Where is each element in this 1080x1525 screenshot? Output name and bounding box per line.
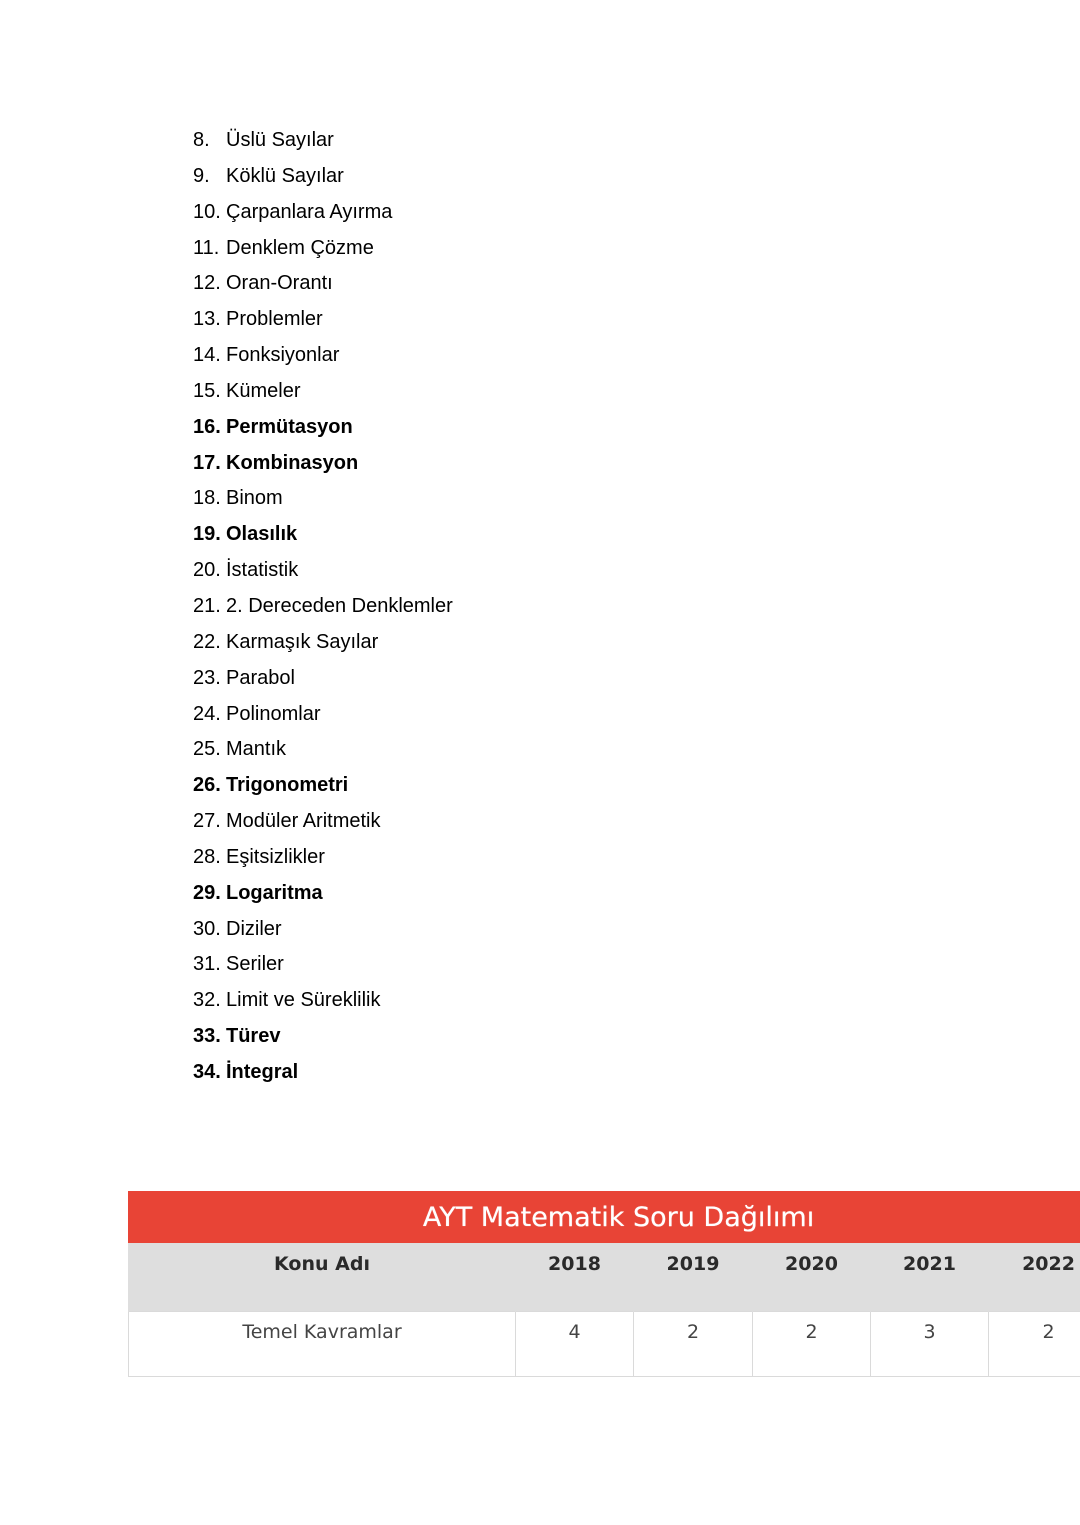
topic-number: 8.	[193, 129, 210, 151]
topic-label: Polinomlar	[226, 702, 321, 725]
topic-number: 13.	[193, 308, 221, 331]
topic-label: İstatistik	[226, 559, 299, 582]
topic-item	[193, 266, 453, 302]
topic-label: Parabol	[226, 666, 295, 689]
topic-item	[193, 374, 453, 410]
topic-list	[193, 123, 453, 1091]
column-header-topic: Konu Adı	[129, 1243, 516, 1312]
topic-number: 11.	[193, 236, 220, 259]
topic-item	[193, 947, 453, 983]
topic-item	[193, 840, 453, 876]
topic-number: 34.	[193, 1060, 221, 1083]
topic-label: Oran-Orantı	[226, 272, 333, 295]
topic-label: Limit ve Süreklilik	[226, 989, 381, 1012]
topic-label: Seriler	[226, 953, 284, 976]
topic-number: 21.	[193, 594, 221, 617]
topic-label: Denklem Çözme	[226, 236, 374, 259]
topic-number: 22.	[193, 630, 221, 653]
topic-number: 27.	[193, 810, 221, 833]
topic-number: 16.	[193, 415, 221, 438]
topic-label: Mantık	[226, 738, 287, 761]
topic-cell: Temel Kavramlar	[129, 1312, 516, 1377]
topic-item-highlighted	[193, 768, 453, 804]
topic-item	[193, 912, 453, 948]
topic-item	[193, 732, 453, 768]
topic-label: Permütasyon	[226, 415, 353, 438]
count-cell: 2	[989, 1312, 1080, 1377]
topic-label: Problemler	[226, 308, 323, 331]
topic-number: 28.	[193, 845, 221, 868]
topic-item	[193, 625, 453, 661]
topic-label: Modüler Aritmetik	[226, 810, 381, 833]
count-cell: 4	[516, 1312, 634, 1377]
topic-label: Eşitsizlikler	[226, 845, 325, 868]
topic-item-highlighted	[193, 410, 453, 446]
column-header-year: 2019	[634, 1243, 753, 1312]
count-cell: 3	[871, 1312, 989, 1377]
topic-number: 33.	[193, 1025, 221, 1048]
count-cell: 2	[634, 1312, 753, 1377]
topic-label: Karmaşık Sayılar	[226, 630, 379, 653]
column-header-year: 2020	[753, 1243, 871, 1312]
topic-label: Türev	[226, 1025, 281, 1048]
topic-label: Fonksiyonlar	[226, 344, 340, 367]
topic-label: Çarpanlara Ayırma	[226, 200, 393, 223]
topic-number: 12.	[193, 272, 221, 295]
topic-number: 32.	[193, 989, 221, 1012]
topic-label: Trigonometri	[226, 774, 349, 797]
column-header-year: 2021	[871, 1243, 989, 1312]
topic-item-highlighted	[193, 1019, 453, 1055]
topic-label: Kombinasyon	[226, 451, 359, 474]
topic-number: 9.	[193, 164, 210, 187]
topic-label: İntegral	[226, 1060, 299, 1083]
topic-label: Kümeler	[226, 379, 301, 402]
topic-item-highlighted	[193, 876, 453, 912]
topic-number: 29.	[193, 881, 221, 904]
topic-item	[193, 338, 453, 374]
topic-number: 23.	[193, 666, 221, 689]
topic-item	[193, 661, 453, 697]
topic-number: 10.	[193, 200, 221, 223]
topic-item	[193, 481, 453, 517]
topic-item	[193, 302, 453, 338]
topic-item	[193, 804, 453, 840]
topic-item	[193, 553, 453, 589]
topic-number: 14.	[193, 344, 221, 367]
topic-number: 20.	[193, 559, 221, 582]
topic-number: 31.	[193, 953, 221, 976]
topic-label: 2. Dereceden Denklemler	[226, 594, 453, 617]
topic-number: 19.	[193, 523, 221, 546]
topic-number: 15.	[193, 379, 221, 402]
topic-item	[193, 123, 453, 159]
topic-label: Üslü Sayılar	[226, 129, 334, 151]
topic-label: Olasılık	[226, 523, 298, 546]
topic-item	[193, 159, 453, 195]
topic-item	[193, 195, 453, 231]
topic-number: 30.	[193, 917, 221, 940]
topic-number: 17.	[193, 451, 221, 474]
topic-item	[193, 697, 453, 733]
topic-label: Diziler	[226, 917, 282, 940]
topic-number: 26.	[193, 774, 221, 797]
topic-item-highlighted	[193, 517, 453, 553]
topic-number: 18.	[193, 487, 221, 510]
table-title: AYT Matematik Soru Dağılımı	[129, 1192, 1080, 1243]
topic-number: 24.	[193, 702, 221, 725]
topic-item	[193, 983, 453, 1019]
topic-item	[193, 231, 453, 267]
topic-label: Binom	[226, 487, 283, 510]
column-header-year: 2022	[989, 1243, 1080, 1312]
topic-label: Köklü Sayılar	[226, 164, 344, 187]
topic-item-highlighted	[193, 1055, 453, 1091]
question-distribution-table	[128, 1191, 1080, 1377]
count-cell: 2	[753, 1312, 871, 1377]
topic-label: Logaritma	[226, 881, 323, 904]
topic-number: 25.	[193, 738, 221, 761]
table-row	[129, 1312, 1080, 1377]
column-header-year: 2018	[516, 1243, 634, 1312]
topic-item	[193, 589, 453, 625]
topic-item-highlighted	[193, 446, 453, 482]
